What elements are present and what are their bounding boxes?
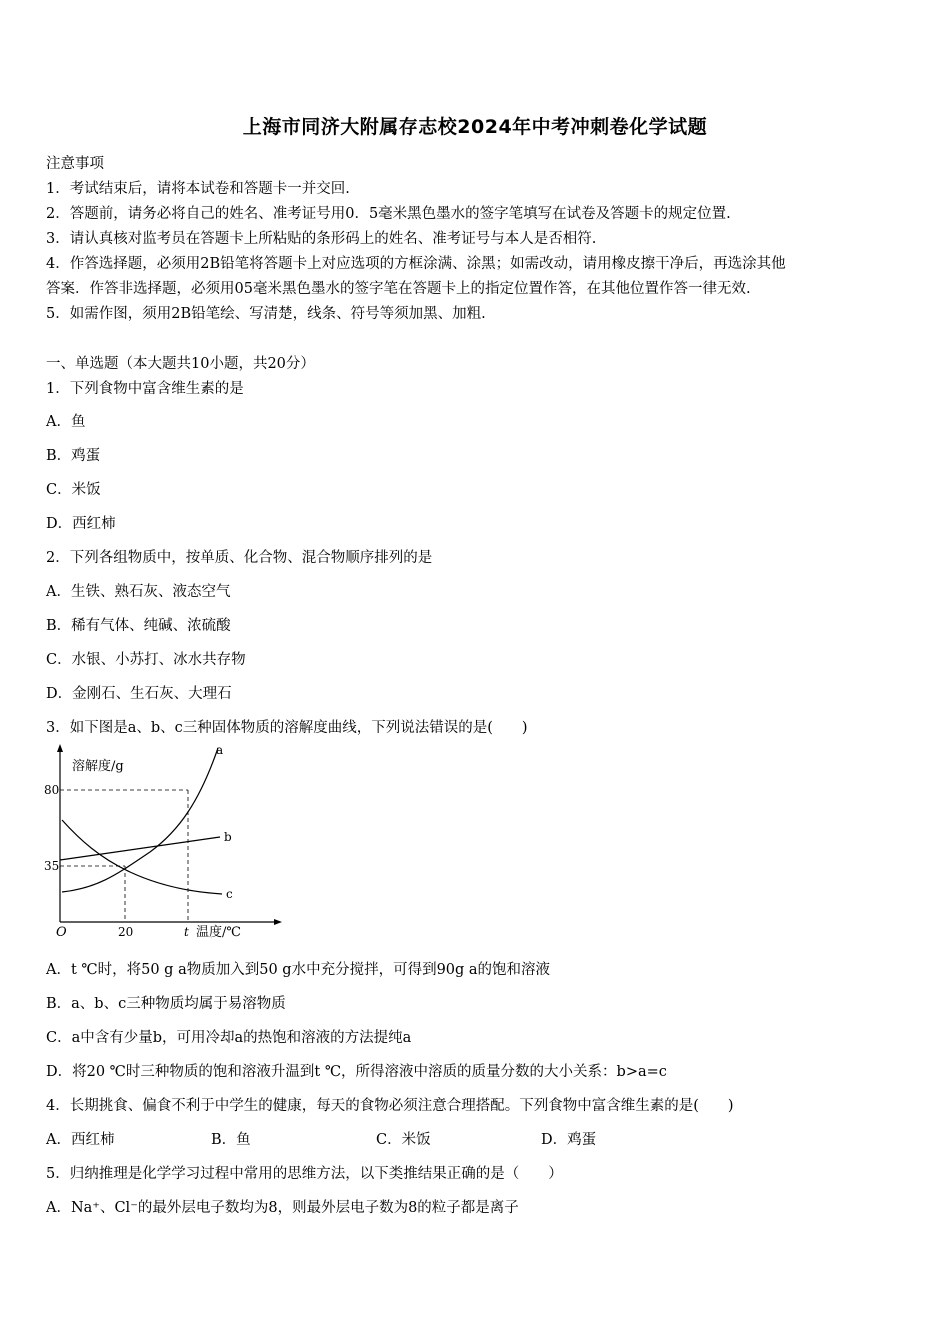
option-a: A．t ℃时，将50 g a物质加入到50 g水中充分搅拌，可得到90g a的饱和溶液 (46, 962, 551, 978)
notice-item: 5．如需作图，须用2B铅笔绘、写清楚，线条、符号等须加黑、加粗. (46, 306, 486, 322)
curve-label-b: b (224, 830, 232, 844)
option-c: C．水银、小苏打、冰水共存物 (46, 652, 246, 668)
option-a: A．西红柿 (46, 1132, 115, 1148)
curve-b (60, 837, 220, 860)
page-title: 上海市同济大附属存志校2024年中考冲刺卷化学试题 (242, 116, 708, 138)
notice-heading: 注意事项 (46, 156, 104, 172)
y-axis-arrow (57, 744, 63, 752)
notice-item: 3．请认真核对监考员在答题卡上所粘贴的条形码上的姓名、准考证号与本人是否相符. (46, 231, 597, 247)
option-c: C．a中含有少量b，可用冷却a的热饱和溶液的方法提纯a (46, 1030, 412, 1046)
notice-item: 1．考试结束后，请将本试卷和答题卡一并交回. (46, 181, 350, 197)
option-d: D．鸡蛋 (541, 1132, 597, 1148)
notice-item: 答案．作答非选择题，必须用05毫米黑色墨水的签字笔在答题卡上的指定位置作答，在其他位置作答一律无效. (46, 281, 751, 297)
y-tick-80: 80 (44, 783, 60, 797)
x-axis-label: 温度/℃ (196, 925, 241, 940)
option-b: B．鱼 (211, 1132, 251, 1148)
option-b: B．鸡蛋 (46, 448, 101, 464)
notice-item: 4．作答选择题，必须用2B铅笔将答题卡上对应选项的方框涂满、涂黑；如需改动，请用橡皮擦干净后，再选涂其他 (46, 256, 786, 272)
question-stem: 3．如下图是a、b、c三种固体物质的溶解度曲线，下列说法错误的是( ) (46, 720, 528, 736)
x-axis-arrow (274, 919, 282, 925)
option-d: D．金刚石、生石灰、大理石 (46, 686, 232, 702)
section-heading: 一、单选题（本大题共10小题，共20分） (46, 356, 315, 372)
option-a: A．Na⁺、Cl⁻的最外层电子数均为8，则最外层电子数为8的粒子都是离子 (46, 1200, 519, 1216)
option-c: C．米饭 (376, 1132, 431, 1148)
curve-label-c: c (226, 887, 233, 901)
option-d: D．西红柿 (46, 516, 116, 532)
notice-item: 2．答题前，请务必将自己的姓名、准考证号用0．5毫米黑色墨水的签字笔填写在试卷及答题卡的规定位置. (46, 206, 731, 222)
q4-options-row (46, 1128, 646, 1148)
question-stem: 2．下列各组物质中，按单质、化合物、混合物顺序排列的是 (46, 550, 433, 566)
option-c: C．米饭 (46, 482, 101, 498)
option-b: B．a、b、c三种物质均属于易溶物质 (46, 996, 286, 1012)
option-a: A．生铁、熟石灰、液态空气 (46, 584, 231, 600)
option-a: A．鱼 (46, 414, 86, 430)
question-stem: 4．长期挑食、偏食不利于中学生的健康，每天的食物必须注意合理搭配。下列食物中富含维生素的是( ) (46, 1098, 734, 1114)
y-axis-label: 溶解度/g (72, 759, 124, 774)
question-stem: 5．归纳推理是化学学习过程中常用的思维方法，以下类推结果正确的是（ ） (46, 1166, 563, 1182)
curve-label-a: a (216, 743, 224, 757)
x-tick-20: 20 (118, 925, 134, 939)
solubility-graph (40, 740, 290, 940)
option-b: B．稀有气体、纯碱、浓硫酸 (46, 618, 231, 634)
y-tick-35: 35 (44, 859, 60, 873)
origin-label: O (56, 925, 67, 940)
option-d: D．将20 ℃时三种物质的饱和溶液升温到t ℃，所得溶液中溶质的质量分数的大小关系：b>a=c (46, 1064, 667, 1080)
question-stem: 1．下列食物中富含维生素的是 (46, 381, 244, 397)
x-tick-t: t (184, 925, 189, 939)
